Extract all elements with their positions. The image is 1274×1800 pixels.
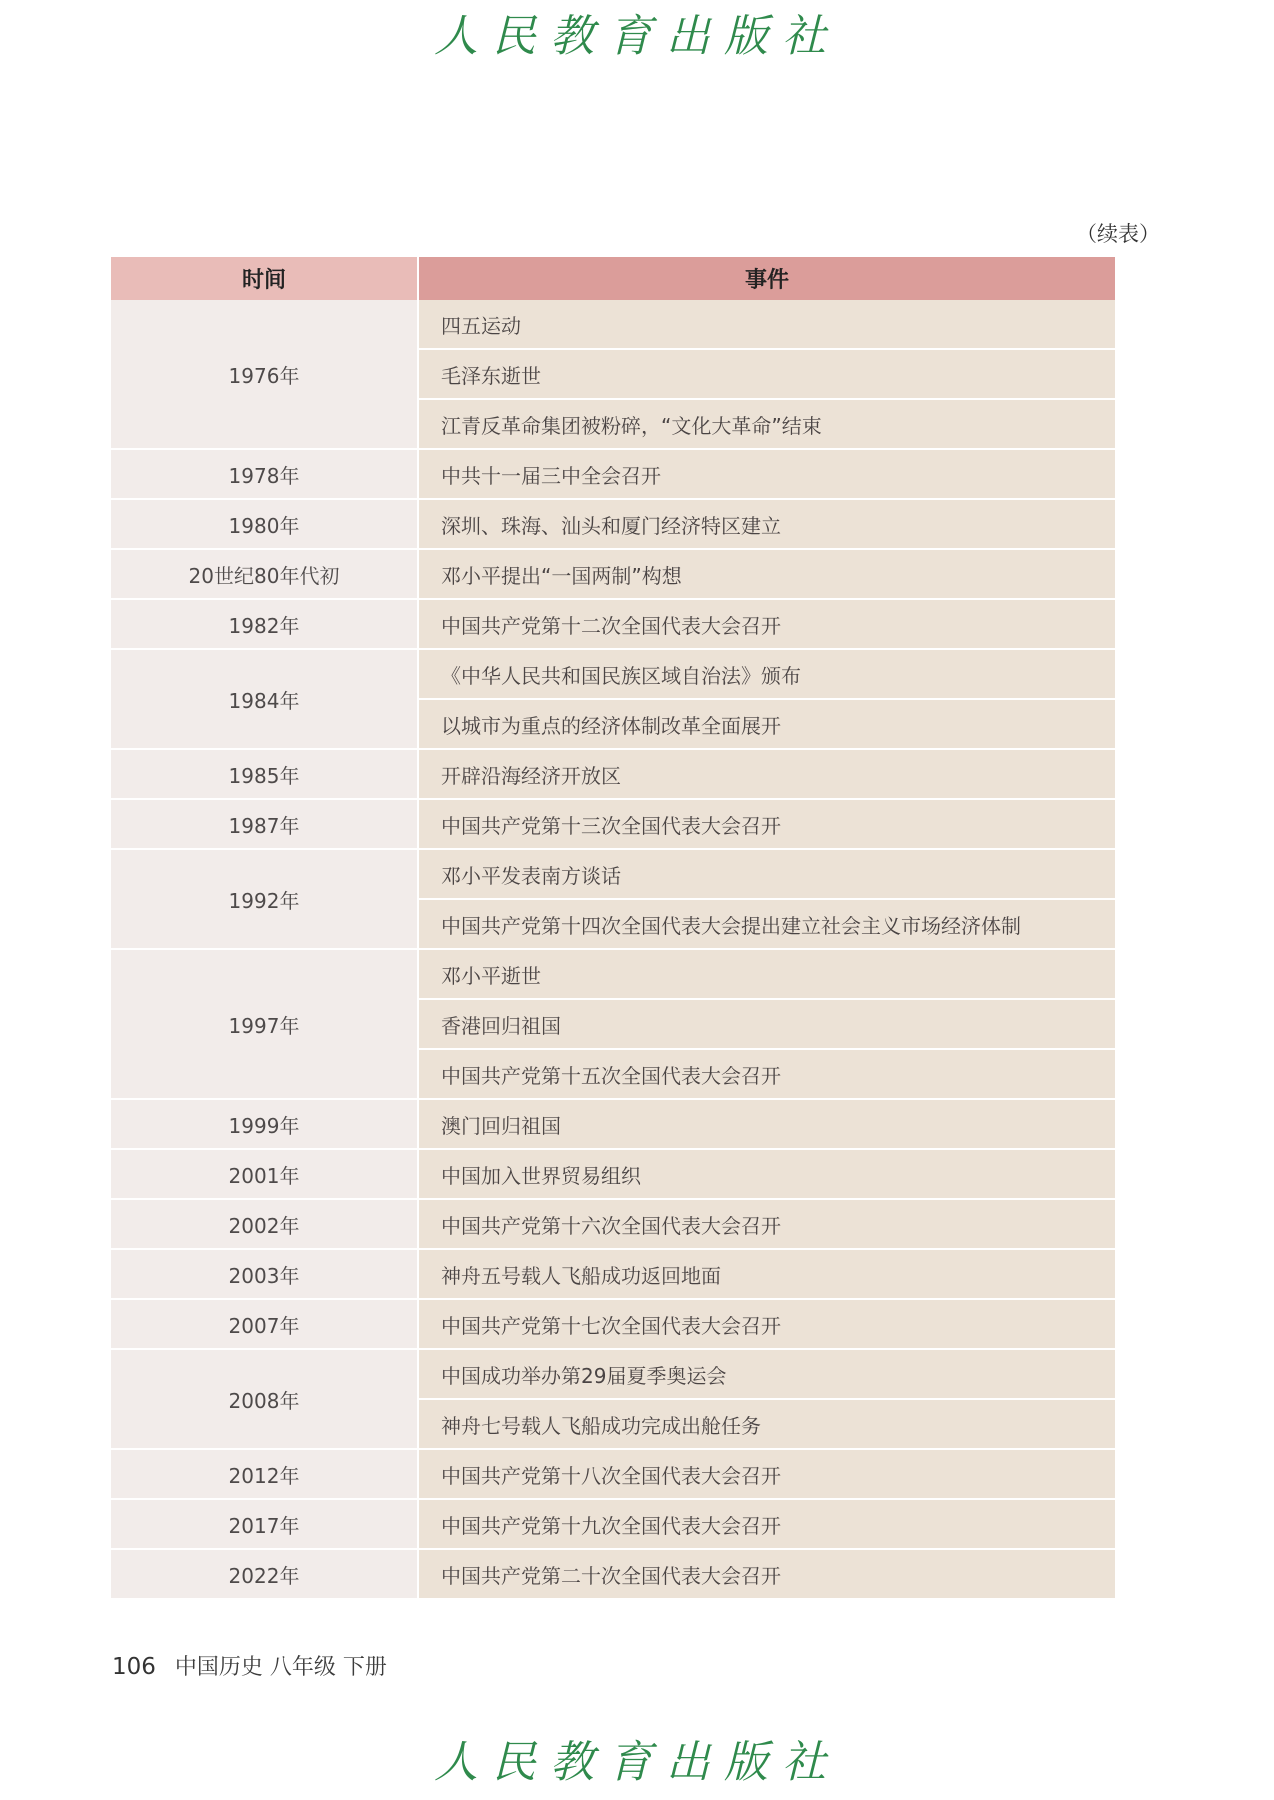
event-cell: 中国共产党第十九次全国代表大会召开	[418, 1499, 1115, 1549]
event-cell: 邓小平逝世	[418, 949, 1115, 999]
year-cell: 1985年	[111, 749, 418, 799]
event-cell: 神舟七号载人飞船成功完成出舱任务	[418, 1399, 1115, 1449]
event-cell: 澳门回归祖国	[418, 1099, 1115, 1149]
event-cell: 中国加入世界贸易组织	[418, 1149, 1115, 1199]
event-cell: 以城市为重点的经济体制改革全面展开	[418, 699, 1115, 749]
table-row	[111, 300, 1115, 349]
event-cell: 毛泽东逝世	[418, 349, 1115, 399]
table-row	[111, 649, 1115, 699]
table-row	[111, 599, 1115, 649]
table-row	[111, 1549, 1115, 1599]
event-cell: 深圳、珠海、汕头和厦门经济特区建立	[418, 499, 1115, 549]
event-cell: 中共十一届三中全会召开	[418, 449, 1115, 499]
event-cell: 神舟五号载人飞船成功返回地面	[418, 1249, 1115, 1299]
event-cell: 中国共产党第二十次全国代表大会召开	[418, 1549, 1115, 1599]
table-row	[111, 1099, 1115, 1149]
year-cell: 2022年	[111, 1549, 418, 1599]
table-row	[111, 1449, 1115, 1499]
table-row	[111, 799, 1115, 849]
year-cell: 1999年	[111, 1099, 418, 1149]
events-table	[111, 257, 1115, 1600]
year-cell: 1976年	[111, 300, 418, 449]
table-row	[111, 1499, 1115, 1549]
table-row	[111, 1249, 1115, 1299]
table-body	[111, 300, 1115, 1599]
year-cell: 1987年	[111, 799, 418, 849]
table-row	[111, 549, 1115, 599]
publisher-logo-bottom: 人民教育出版社	[434, 1737, 840, 1788]
event-cell: 江青反革命集团被粉碎，“文化大革命”结束	[418, 399, 1115, 449]
table-header-row	[111, 257, 1115, 300]
event-cell: 中国共产党第十二次全国代表大会召开	[418, 599, 1115, 649]
event-cell: 四五运动	[418, 300, 1115, 349]
year-cell: 1978年	[111, 449, 418, 499]
event-cell: 邓小平发表南方谈话	[418, 849, 1115, 899]
header-event: 事件	[418, 257, 1115, 300]
year-cell: 1992年	[111, 849, 418, 949]
year-cell: 20世纪80年代初	[111, 549, 418, 599]
page-number: 106	[112, 1654, 156, 1680]
event-cell: 中国共产党第十六次全国代表大会召开	[418, 1199, 1115, 1249]
event-cell: 《中华人民共和国民族区域自治法》颁布	[418, 649, 1115, 699]
table-row	[111, 849, 1115, 899]
year-cell: 2007年	[111, 1299, 418, 1349]
event-cell: 香港回归祖国	[418, 999, 1115, 1049]
year-cell: 1980年	[111, 499, 418, 549]
event-cell: 中国成功举办第29届夏季奥运会	[418, 1349, 1115, 1399]
year-cell: 2012年	[111, 1449, 418, 1499]
year-cell: 2003年	[111, 1249, 418, 1299]
event-cell: 中国共产党第十八次全国代表大会召开	[418, 1449, 1115, 1499]
event-cell: 中国共产党第十五次全国代表大会召开	[418, 1049, 1115, 1099]
table-row	[111, 949, 1115, 999]
book-title: 中国历史 八年级 下册	[174, 1655, 387, 1680]
header-time: 时间	[111, 257, 418, 300]
year-cell: 1982年	[111, 599, 418, 649]
year-cell: 2001年	[111, 1149, 418, 1199]
table-row	[111, 499, 1115, 549]
table-row	[111, 749, 1115, 799]
page-footer	[112, 1650, 387, 1681]
event-cell: 中国共产党第十四次全国代表大会提出建立社会主义市场经济体制	[418, 899, 1115, 949]
table-row	[111, 1149, 1115, 1199]
table-row	[111, 1299, 1115, 1349]
year-cell: 2008年	[111, 1349, 418, 1449]
year-cell: 1997年	[111, 949, 418, 1099]
event-cell: 中国共产党第十七次全国代表大会召开	[418, 1299, 1115, 1349]
year-cell: 2002年	[111, 1199, 418, 1249]
year-cell: 1984年	[111, 649, 418, 749]
table-row	[111, 1199, 1115, 1249]
table-row	[111, 449, 1115, 499]
event-cell: 中国共产党第十三次全国代表大会召开	[418, 799, 1115, 849]
event-cell: 开辟沿海经济开放区	[418, 749, 1115, 799]
event-cell: 邓小平提出“一国两制”构想	[418, 549, 1115, 599]
publisher-logo-top: 人民教育出版社	[434, 11, 840, 62]
year-cell: 2017年	[111, 1499, 418, 1549]
table-row	[111, 1349, 1115, 1399]
continued-label: （续表）	[1076, 222, 1160, 246]
